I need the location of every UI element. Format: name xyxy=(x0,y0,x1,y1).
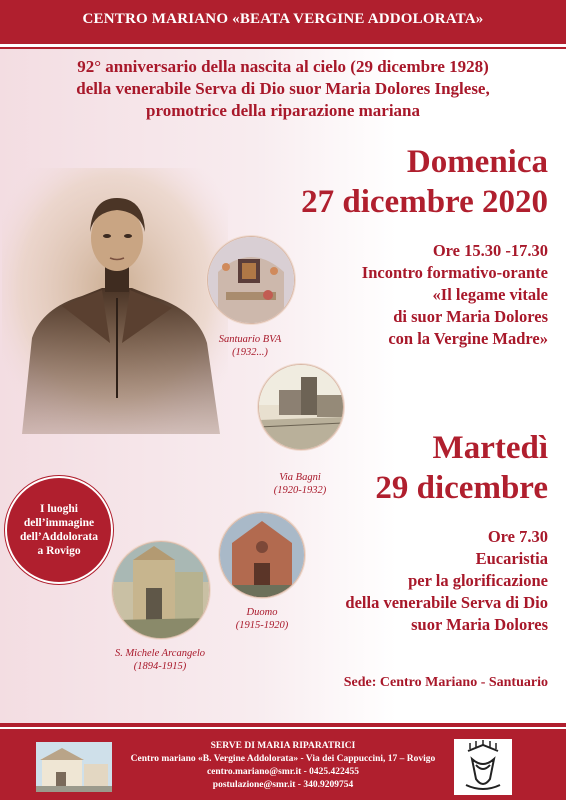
san-michele-caption xyxy=(95,647,225,673)
badge-line-2: dell’immagine xyxy=(23,517,95,529)
event1-line-5: con la Vergine Madre» xyxy=(388,329,548,348)
anniversary-text xyxy=(30,56,536,122)
anniversary-line-1: 92° anniversario della nascita al cielo (29 dicembre 1928) xyxy=(77,57,489,76)
order-emblem-logo xyxy=(454,739,512,795)
duomo-caption xyxy=(212,606,312,632)
footer-org-name: SERVE DI MARIA RIPARATRICI xyxy=(210,741,356,751)
footer-contacts xyxy=(120,740,446,792)
event2-line-4: della venerabile Serva di Dio xyxy=(345,593,548,612)
event2-line-5: suor Maria Dolores xyxy=(411,615,548,634)
event2-day: Martedì xyxy=(432,430,548,466)
portrait-photo xyxy=(2,168,228,434)
centro-mariano-photo xyxy=(36,742,112,792)
event1-time: Ore 15.30 -17.30 xyxy=(432,241,548,260)
footer-bar xyxy=(0,727,566,800)
duomo-name: Duomo xyxy=(246,607,278,618)
santuario-years: (1932...) xyxy=(232,347,268,358)
badge-line-4: a Rovigo xyxy=(37,545,81,557)
event1-line-3: «Il legame vitale xyxy=(432,285,548,304)
santuario-caption xyxy=(200,333,300,359)
anniversary-line-3: promotrice della riparazione mariana xyxy=(146,101,420,120)
duomo-photo xyxy=(219,512,305,598)
luoghi-badge xyxy=(5,476,113,584)
badge-line-3: dell’Addolorata xyxy=(20,531,98,543)
badge-line-1: I luoghi xyxy=(39,503,79,515)
event2-line-2: Eucaristia xyxy=(475,549,548,568)
via-bagni-years: (1920-1932) xyxy=(273,485,327,496)
event1-full-date: 27 dicembre 2020 xyxy=(301,184,548,220)
event2-date xyxy=(375,428,548,508)
top-banner xyxy=(0,0,566,45)
event2-full-date: 29 dicembre xyxy=(375,470,548,506)
san-michele-photo xyxy=(112,541,210,639)
event1-details xyxy=(362,240,548,350)
event1-date xyxy=(301,142,548,222)
duomo-years: (1915-1920) xyxy=(235,620,289,631)
org-title: CENTRO MARIANO «BEATA VERGINE ADDOLORATA» xyxy=(82,11,484,27)
venue-text: Sede: Centro Mariano - Santuario xyxy=(343,675,548,690)
footer-email-2: postulazione@smr.it - 340.9209754 xyxy=(212,780,354,790)
event1-line-2: Incontro formativo-orante xyxy=(361,263,548,282)
footer-address: Centro mariano «B. Vergine Addolorata» - Via dei Cappuccini, 17 – Rovigo xyxy=(130,754,436,764)
santuario-photo xyxy=(207,236,295,324)
event1-line-4: di suor Maria Dolores xyxy=(393,307,548,326)
event2-time: Ore 7.30 xyxy=(487,527,548,546)
san-michele-years: (1894-1915) xyxy=(133,661,187,672)
anniversary-line-2: della venerabile Serva di Dio suor Maria Dolores Inglese, xyxy=(76,79,490,98)
event2-details xyxy=(345,526,548,636)
event1-day: Domenica xyxy=(406,144,548,180)
santuario-name: Santuario BVA xyxy=(218,334,282,345)
via-bagni-photo xyxy=(258,364,344,450)
via-bagni-caption xyxy=(250,471,350,497)
via-bagni-name: Via Bagni xyxy=(279,472,321,483)
event2-line-3: per la glorificazione xyxy=(408,571,548,590)
footer-email-1: centro.mariano@smr.it - 0425.422455 xyxy=(206,767,360,777)
san-michele-name: S. Michele Arcangelo xyxy=(114,648,206,659)
